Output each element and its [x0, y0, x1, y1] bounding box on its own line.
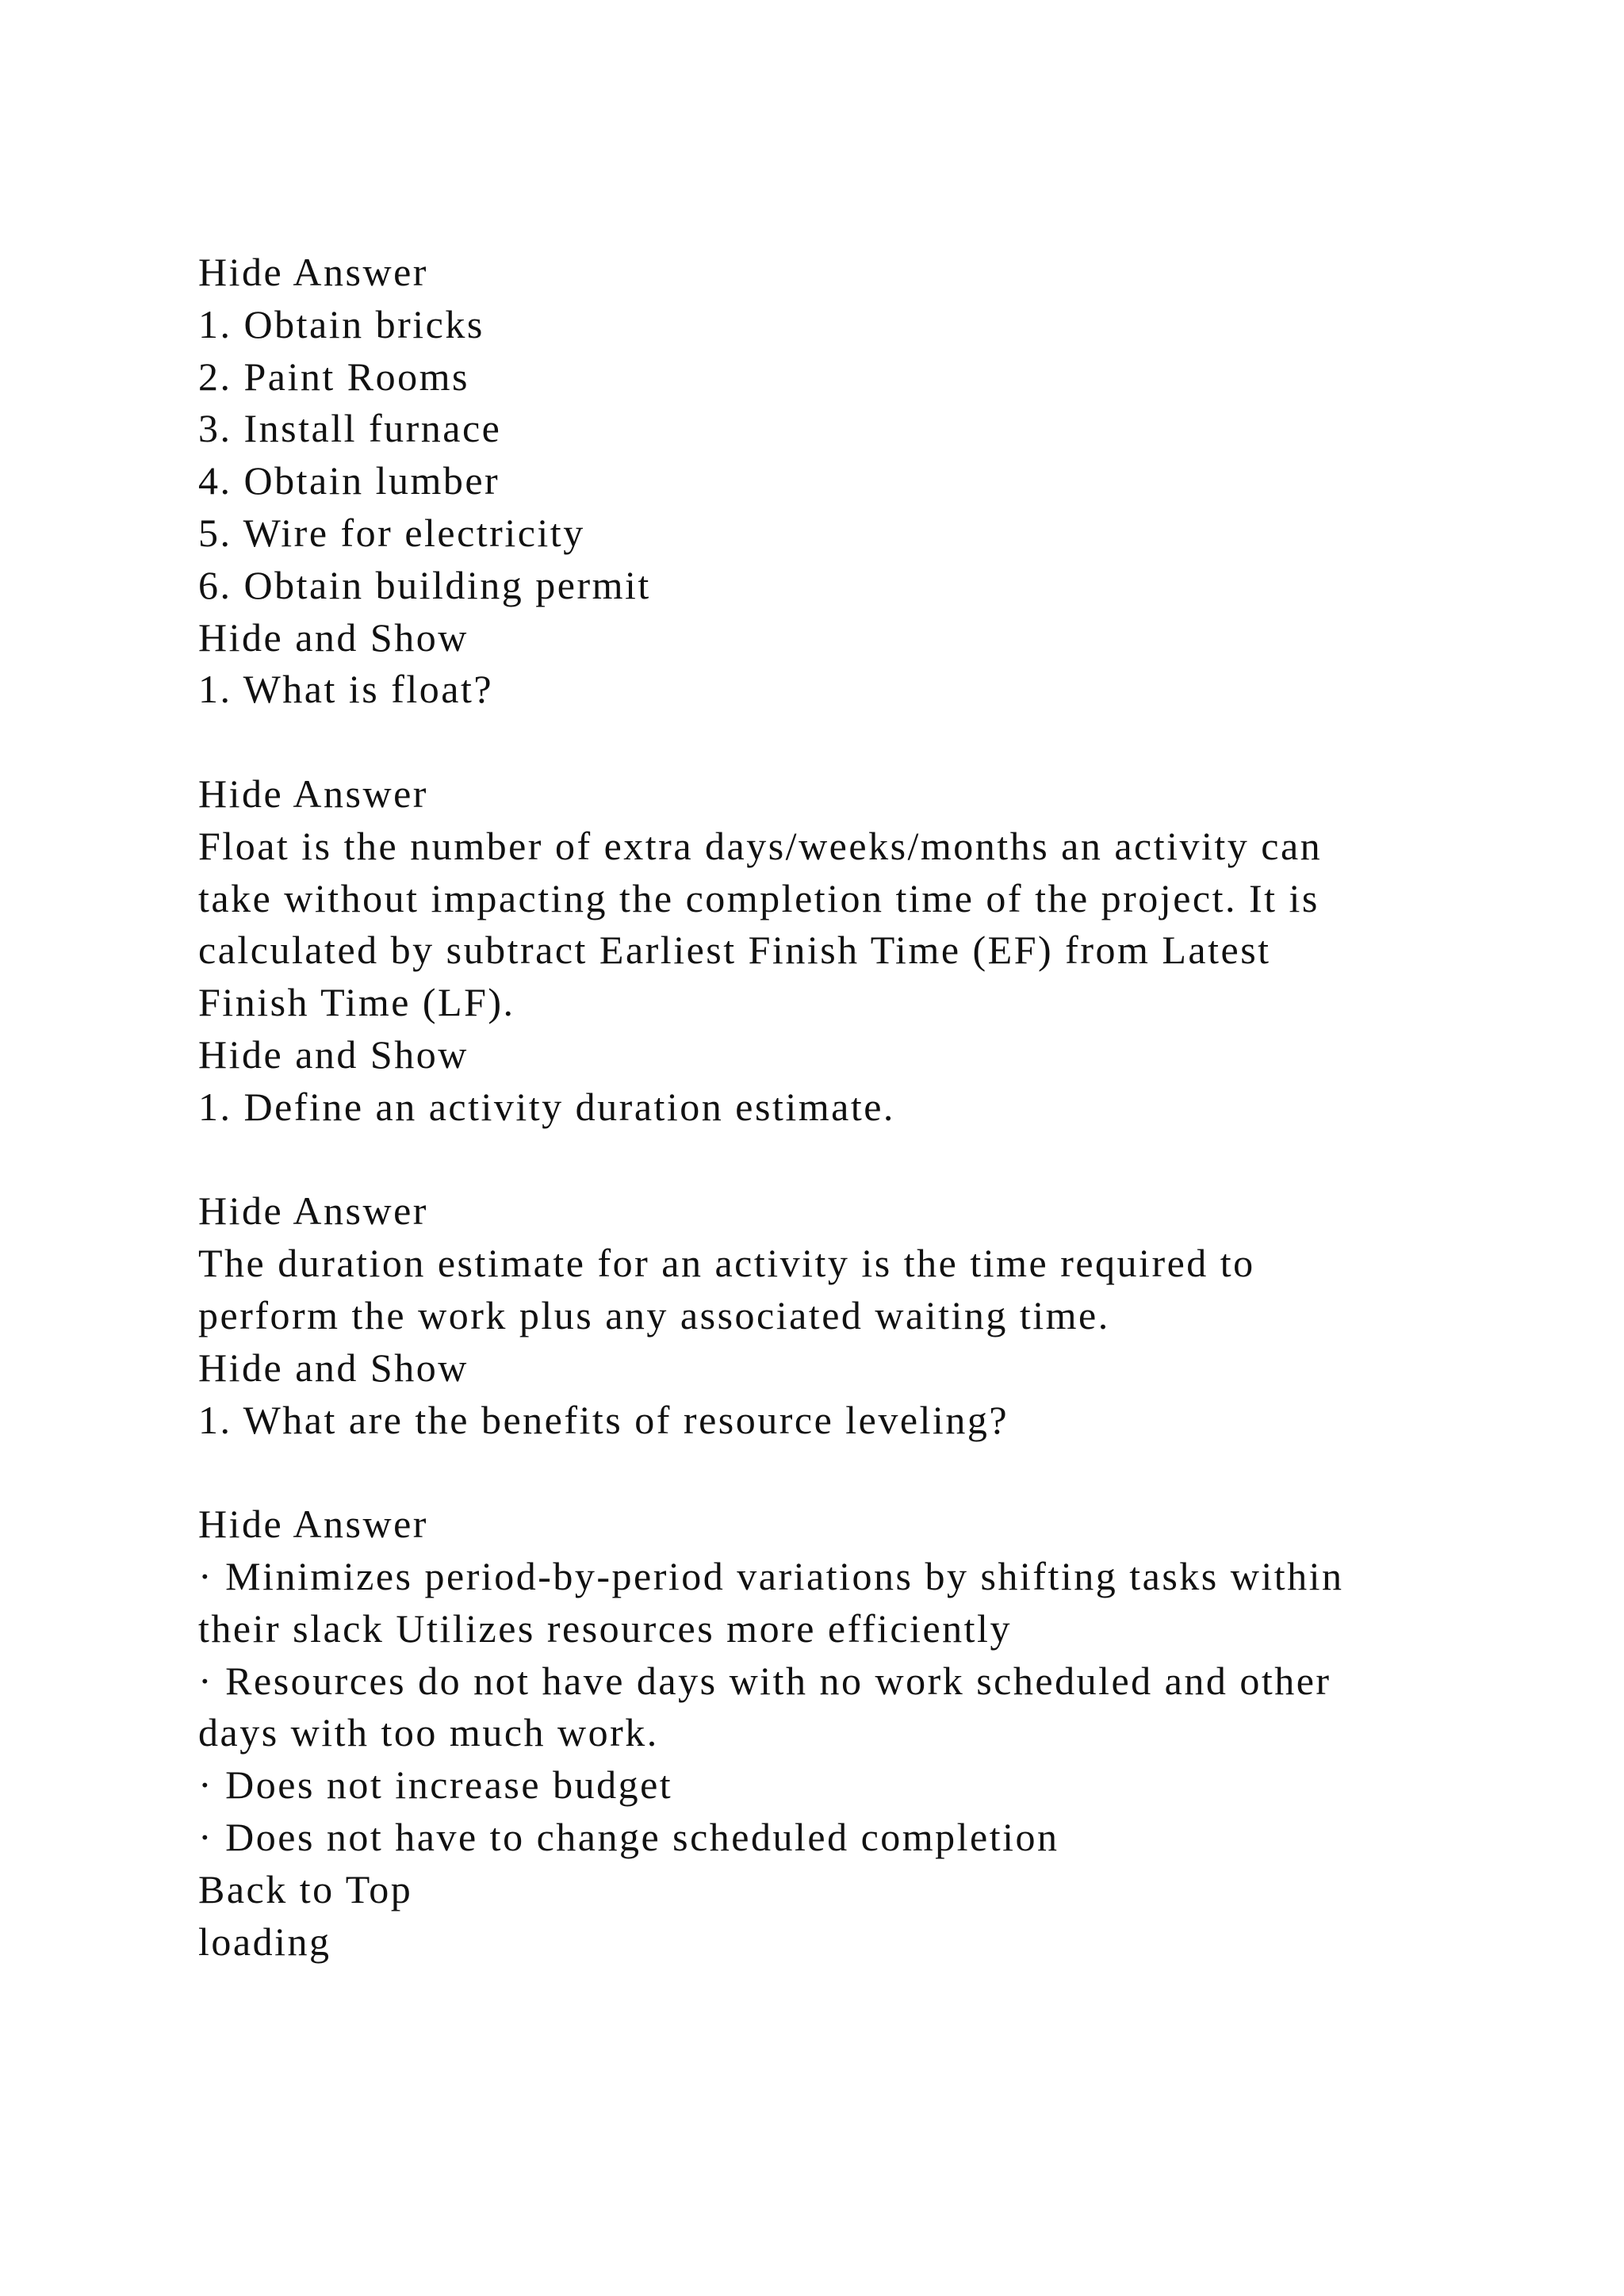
- question-text: 1. Define an activity duration estimate.: [198, 1084, 895, 1129]
- blank-line: [198, 1446, 1483, 1498]
- answer-list-item: 3. Install furnace: [198, 406, 502, 451]
- answer-text-line: calculated by subtract Earliest Finish Time (EF) from Latest: [198, 928, 1271, 973]
- answer-text-line: The duration estimate for an activity is the time required to: [198, 1241, 1255, 1286]
- hide-answer-link[interactable]: Hide Answer: [198, 1188, 428, 1234]
- hide-and-show-link[interactable]: Hide and Show: [198, 614, 469, 660]
- answer-text-line: · Minimizes period-by-period variations by shifting tasks within: [198, 1553, 1344, 1598]
- loading-text: loading: [198, 1919, 331, 1964]
- hide-answer-link[interactable]: Hide Answer: [198, 1502, 428, 1547]
- hide-answer-link[interactable]: Hide Answer: [198, 250, 428, 294]
- blank-line: [198, 1134, 1483, 1186]
- answer-list-item: 2. Paint Rooms: [198, 354, 469, 399]
- answer-text-line: Float is the number of extra days/weeks/months an activity can: [198, 823, 1323, 868]
- document-page: [198, 247, 1483, 1968]
- question-text: 1. What are the benefits of resource leveling?: [198, 1397, 1009, 1442]
- answer-list-item: 4. Obtain lumber: [198, 458, 500, 503]
- hide-and-show-link[interactable]: Hide and Show: [198, 1031, 469, 1077]
- answer-text-line: · Does not have to change scheduled completion: [198, 1814, 1059, 1859]
- answer-text-line: · Does not increase budget: [198, 1762, 673, 1808]
- answer-text-line: days with too much work.: [198, 1710, 659, 1755]
- hide-answer-link[interactable]: Hide Answer: [198, 771, 428, 816]
- answer-list-item: 1. Obtain bricks: [198, 301, 485, 346]
- answer-list-item: 6. Obtain building permit: [198, 562, 651, 607]
- answer-text-line: Finish Time (LF).: [198, 980, 515, 1025]
- question-text: 1. What is float?: [198, 667, 494, 712]
- answer-text-line: perform the work plus any associated waiting time.: [198, 1292, 1110, 1337]
- answer-list-item: 5. Wire for electricity: [198, 510, 585, 555]
- blank-line: [198, 716, 1483, 768]
- hide-and-show-link[interactable]: Hide and Show: [198, 1345, 469, 1390]
- back-to-top-link[interactable]: Back to Top: [198, 1866, 413, 1911]
- answer-text-line: take without impacting the completion time of the project. It is: [198, 875, 1320, 920]
- answer-text-line: · Resources do not have days with no work scheduled and other: [198, 1658, 1331, 1703]
- answer-text-line: their slack Utilizes resources more efficiently: [198, 1605, 1012, 1651]
